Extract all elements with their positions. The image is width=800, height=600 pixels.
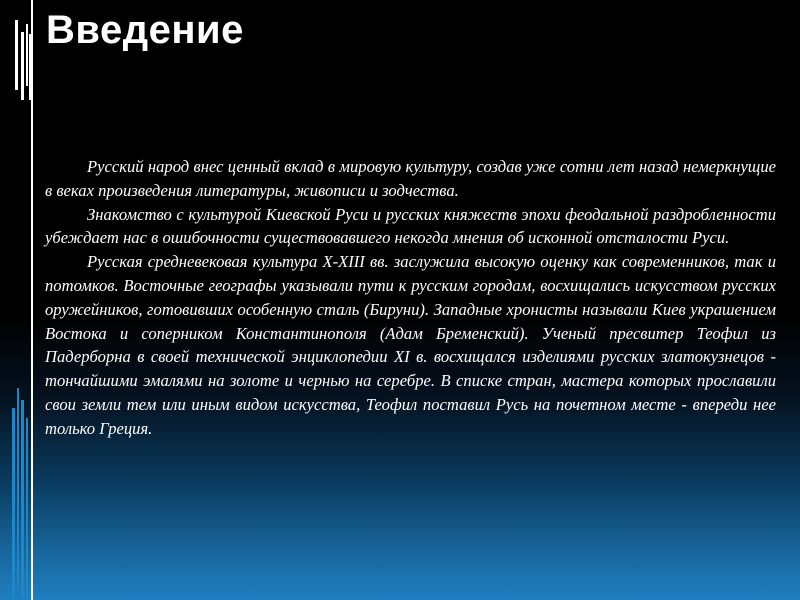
decorative-bar (12, 408, 15, 598)
decorative-bars-top (3, 20, 33, 100)
decorative-bar (21, 400, 24, 598)
decorative-bars-bottom (12, 388, 32, 598)
paragraph: Русский народ внес ценный вклад в мировую культуру, создав уже сотни лет назад немеркнущие в веках произведения литературы, живописи и зодчества. (45, 157, 776, 200)
decorative-bar (29, 34, 33, 100)
slide-body (45, 155, 776, 441)
decorative-bar (26, 24, 28, 86)
slide-title: Введение (46, 8, 244, 52)
decorative-bar (21, 32, 24, 100)
decorative-bar (15, 20, 18, 90)
decorative-bar (26, 418, 28, 598)
paragraph: Русская средневековая культура X-XIII вв. заслужила высокую оценку как современников, так и потомков. Восточные географы указывали пути к русским городам, восхищались искусством русских оружейников, готовивших особенную сталь (Бируни). Западные хронисты называли Киев украшением Востока и соперником Константинополя (Адам Бременский). Ученый пресвитер Теофил из Падерборна в своей технической энциклопедии XI в. восхищался изделиями русских златокузнецов - тончайшими эмалями на золоте и чернью на серебре. В списке стран, мастера которых прославили свои земли тем или иным видом искусства, Теофил поставил Русь на почетном месте - впереди нее только Греция. (45, 252, 776, 438)
paragraph: Знакомство с культурой Киевской Руси и русских княжеств эпохи феодальной раздробленности убеждает нас в ошибочности существовавшего некогда мнения об исконной отсталости Руси. (45, 204, 776, 248)
decorative-bar (17, 388, 19, 588)
